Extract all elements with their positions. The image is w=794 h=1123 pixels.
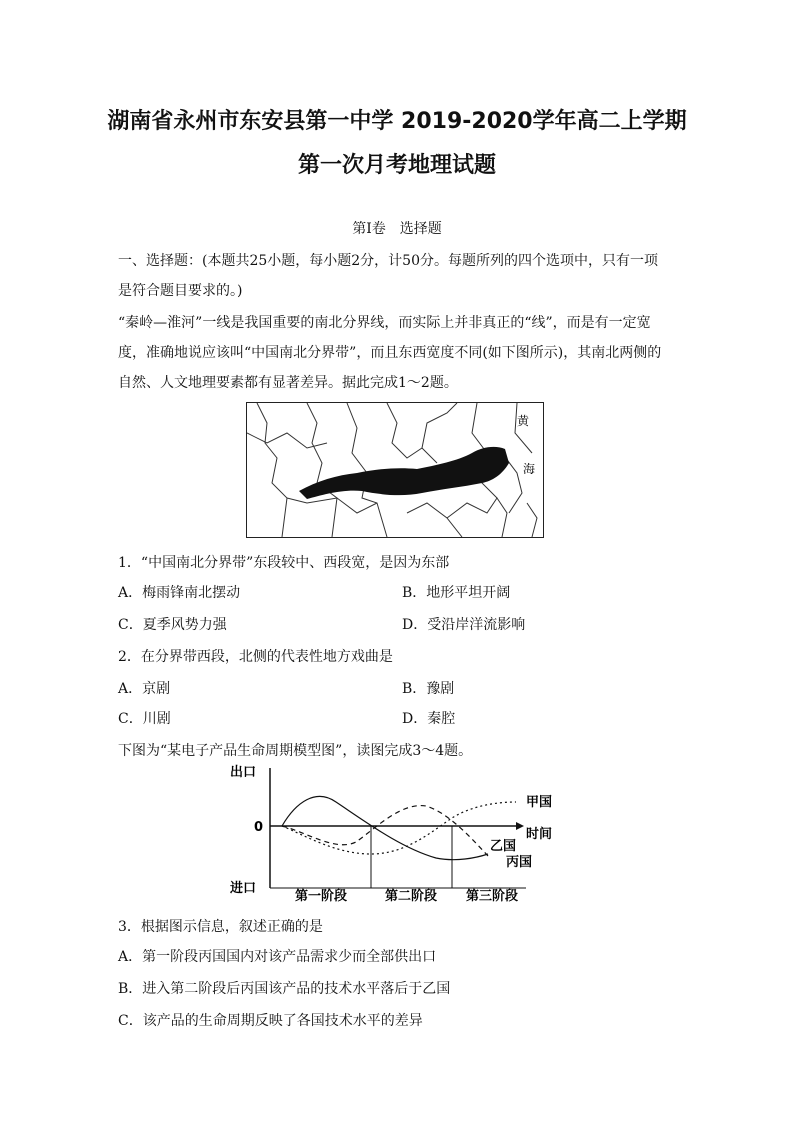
section-heading: 第Ⅰ卷 选择题 xyxy=(352,221,442,237)
series-label-jia: 甲国 xyxy=(526,795,553,810)
instruction-line2: 是符合题目要求的。) xyxy=(118,283,243,299)
q3-option-b: B．进入第二阶段后丙国该产品的技术水平落后于乙国 xyxy=(118,981,451,997)
y-top-label: 出口 xyxy=(230,765,257,780)
q2-option-b: B．豫剧 xyxy=(402,681,455,697)
q3-option-c: C．该产品的生命周期反映了各国技术水平的差异 xyxy=(118,1013,423,1029)
map-drawing xyxy=(247,403,543,537)
passage1-line2: 度，准确地说应该叫“中国南北分界带”，而且东西宽度不同(如下图所示)，其南北两侧的 xyxy=(118,345,662,361)
page-title-line1: 湖南省永州市东安县第一中学 2019-2020学年高二上学期 xyxy=(107,109,687,134)
q3-stem: 3．根据图示信息，叙述正确的是 xyxy=(118,919,323,935)
stage-label-2: 第二阶段 xyxy=(384,889,438,904)
instruction-line1: 一、选择题：(本题共25小题，每小题2分，计50分。每题所列的四个选项中，只有一项 xyxy=(118,253,658,269)
q2-option-c: C．川剧 xyxy=(118,711,171,727)
q2-option-a: A．京剧 xyxy=(118,681,171,697)
passage1-line1: “秦岭—淮河”一线是我国重要的南北分界线，而实际上并非真正的“线”，而是有一定宽 xyxy=(118,315,651,331)
x-axis-arrow xyxy=(516,822,524,830)
passage1-line3: 自然、人文地理要素都有显著差异。据此完成1～2题。 xyxy=(118,375,458,391)
x-axis-label: 时间 xyxy=(526,827,553,842)
map-label-sea: 海 xyxy=(523,462,536,476)
q1-option-d: D．受沿岸洋流影响 xyxy=(402,617,526,633)
q1-option-a: A．梅雨锋南北摆动 xyxy=(118,585,241,601)
stage-label-3: 第三阶段 xyxy=(465,889,519,904)
series-label-bing: 丙国 xyxy=(506,855,533,870)
series-label-yi: 乙国 xyxy=(490,839,517,854)
q1-option-b: B．地形平坦开阔 xyxy=(402,585,511,601)
q3-option-a: A．第一阶段丙国国内对该产品需求少而全部供出口 xyxy=(118,949,437,965)
boundary-zone-map xyxy=(246,402,544,538)
passage2-line1: 下图为“某电子产品生命周期模型图”，读图完成3～4题。 xyxy=(118,743,473,759)
product-lifecycle-chart xyxy=(226,762,566,910)
q2-option-d: D．秦腔 xyxy=(402,711,456,727)
series-line-jia xyxy=(282,796,488,859)
q1-stem: 1．“中国南北分界带”东段较中、西段宽，是因为东部 xyxy=(118,555,450,571)
series-line-yi xyxy=(282,802,516,854)
q1-option-c: C．夏季风势力强 xyxy=(118,617,227,633)
stage-label-1: 第一阶段 xyxy=(294,889,348,904)
q2-stem: 2．在分界带西段，北侧的代表性地方戏曲是 xyxy=(118,649,393,665)
map-label-yellow: 黄 xyxy=(517,414,530,428)
series-line-bing xyxy=(282,806,488,856)
origin-label: 0 xyxy=(254,820,264,835)
page-title-line2: 第一次月考地理试题 xyxy=(297,153,496,178)
y-bottom-label: 进口 xyxy=(230,881,257,896)
chart-svg xyxy=(226,762,566,910)
